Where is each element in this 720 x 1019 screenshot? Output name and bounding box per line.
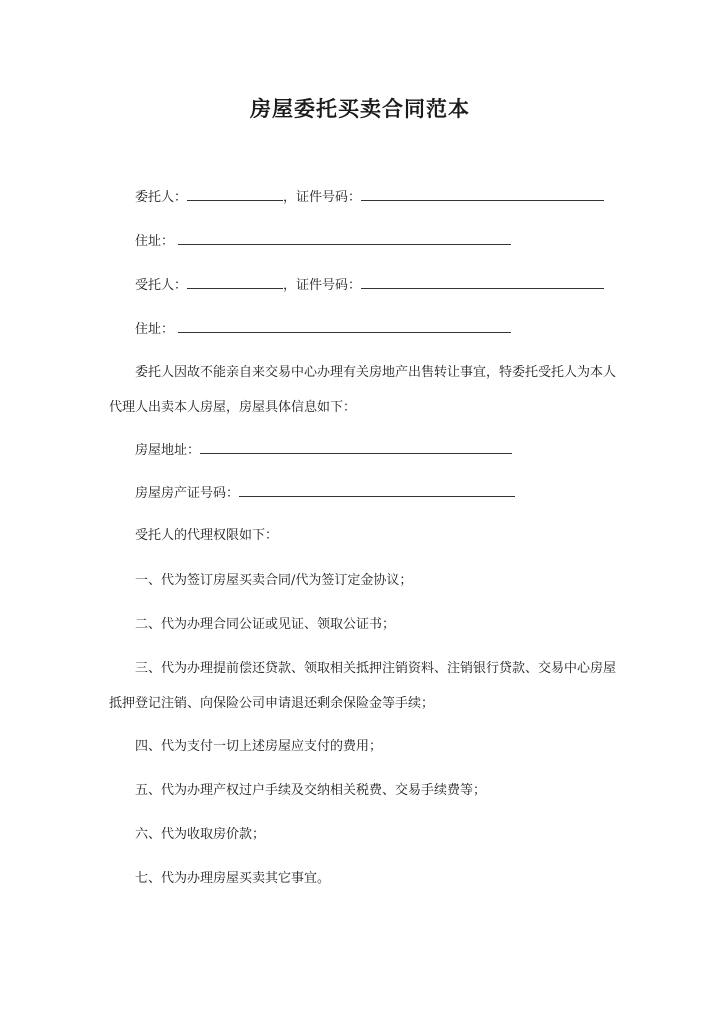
power-item-6: 六、代为收取房价款；: [135, 827, 266, 842]
principal-address-line: [135, 232, 511, 251]
power-item-3-line-1: 三、代为办理提前偿还贷款、领取相关抵押注销资料、注销银行贷款、交易中心房屋: [135, 661, 617, 676]
agent-address-label: 住址：: [135, 322, 175, 337]
agent-name-blank[interactable]: [187, 276, 283, 289]
house-address-label: 房屋地址：: [135, 443, 201, 458]
power-item-3-line-2: 抵押登记注销、向保险公司申请退还剩余保险金等手续；: [109, 696, 435, 711]
house-cert-line: [135, 484, 515, 503]
principal-line: [135, 188, 604, 207]
power-item-5: 五、代为办理产权过户手续及交纳相关税费、交易手续费等；: [135, 783, 487, 798]
paragraph-line-1: 委托人因故不能亲自来交易中心办理有关房地产出售转让事宜，特委托受托人为本人: [135, 365, 617, 380]
agent-id-blank[interactable]: [361, 276, 604, 289]
paragraph-line-2: 代理人出卖本人房屋，房屋具体信息如下：: [109, 400, 357, 415]
house-address-line: [135, 441, 512, 460]
principal-address-blank[interactable]: [178, 232, 511, 245]
power-item-1: 一、代为签订房屋买卖合同/代为签订定金协议；: [135, 573, 413, 588]
house-address-blank[interactable]: [200, 441, 512, 454]
house-cert-label: 房屋房产证号码：: [135, 486, 240, 501]
power-item-7: 七、代为办理房屋买卖其它事宜。: [135, 871, 331, 886]
principal-label: 委托人：: [135, 190, 188, 205]
powers-intro: 受托人的代理权限如下：: [135, 528, 279, 543]
principal-id-blank[interactable]: [361, 188, 604, 201]
principal-name-blank[interactable]: [187, 188, 283, 201]
power-item-2: 二、代为办理合同公证或见证、领取公证书；: [135, 617, 396, 632]
agent-address-blank[interactable]: [178, 320, 511, 333]
agent-address-line: [135, 320, 511, 339]
agent-label: 受托人：: [135, 278, 188, 293]
agent-id-label: ，证件号码：: [283, 278, 362, 293]
agent-line: [135, 276, 604, 295]
house-cert-blank[interactable]: [239, 484, 515, 497]
power-item-4: 四、代为支付一切上述房屋应支付的费用；: [135, 739, 383, 754]
principal-id-label: ，证件号码：: [283, 190, 362, 205]
principal-address-label: 住址：: [135, 234, 175, 249]
document-title: 房屋委托买卖合同范本: [250, 96, 470, 121]
